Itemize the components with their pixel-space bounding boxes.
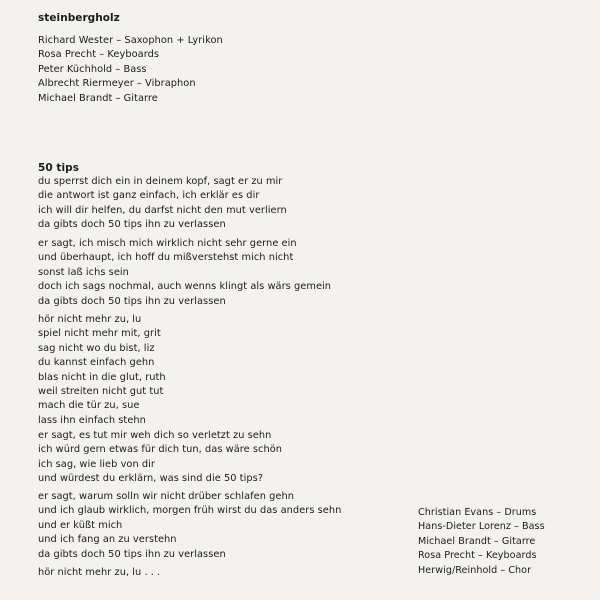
lyric-line: blas nicht in die glut, ruth — [38, 371, 166, 383]
lyric-line: mach die tür zu, sue — [38, 400, 140, 412]
credit-line: Michael Brandt – Gitarre — [418, 535, 536, 547]
lyric-line: und ich glaub wirklich, morgen früh wirst du das anders sehn — [38, 505, 342, 517]
lyric-line: spiel nicht mehr mit, grit — [38, 328, 161, 340]
lyric-line: lass ihn einfach stehn — [38, 414, 146, 426]
lyric-line: du kannst einfach gehn — [38, 357, 155, 369]
lyric-line: da gibts doch 50 tips ihn zu verlassen — [38, 548, 226, 560]
lyric-line: sag nicht wo du bist, liz — [38, 342, 155, 354]
credit-line: Herwig/Reinhold – Chor — [418, 564, 532, 576]
lyric-line: die antwort ist ganz einfach, ich erklär es dir — [38, 190, 260, 202]
band-member: Michael Brandt – Gitarre — [38, 92, 158, 104]
credit-line: Hans-Dieter Lorenz – Bass — [418, 521, 545, 533]
lyric-line: da gibts doch 50 tips ihn zu verlassen — [38, 219, 226, 231]
band-title: steinbergholz — [38, 12, 120, 24]
credit-line: Christian Evans – Drums — [418, 507, 537, 518]
song-title: 50 tips — [38, 162, 80, 174]
lyric-line: ich will dir helfen, du darfst nicht den mut verliern — [38, 204, 287, 216]
lyric-line: ich sag, wie lieb von dir — [38, 458, 155, 470]
lyric-line: und er küßt mich — [38, 519, 123, 531]
lyric-line: du sperrst dich ein in deinem kopf, sagt er zu mir — [38, 176, 283, 187]
lyric-line: und ich fang an zu verstehn — [38, 534, 177, 546]
band-member: Albrecht Riermeyer – Vibraphon — [38, 78, 196, 90]
band-member: Peter Küchhold – Bass — [38, 63, 147, 75]
lyric-line: er sagt, es tut mir weh dich so verletzt zu sehn — [38, 430, 272, 441]
lyric-line: sonst laß ichs sein — [38, 266, 129, 278]
lyric-line: er sagt, ich misch mich wirklich nicht sehr gerne ein — [38, 238, 297, 249]
lyric-line: weil streiten nicht gut tut — [38, 386, 164, 398]
lyric-line: ich würd gern etwas für dich tun, das wäre schön — [38, 444, 283, 456]
lyric-line: und überhaupt, ich hoff du mißverstehst mich nicht — [38, 252, 294, 264]
lyric-line: doch ich sags nochmal, auch wenns klingt als wärs gemein — [38, 281, 332, 293]
band-member-list — [38, 34, 223, 106]
band-member: Rosa Precht – Keyboards — [38, 49, 160, 61]
lyrics-stanza-1 — [38, 175, 287, 233]
band-member: Richard Wester – Saxophon + Lyrikon — [38, 35, 223, 46]
credit-line: Rosa Precht – Keyboards — [418, 550, 537, 562]
lyrics-outro: hör nicht mehr zu, lu . . . — [38, 567, 161, 578]
lyric-line: er sagt, warum solln wir nicht drüber schlafen gehn — [38, 491, 294, 502]
lyrics-stanza-3 — [38, 313, 166, 428]
lyrics-stanza-2 — [38, 237, 331, 309]
lyrics-stanza-5 — [38, 490, 341, 562]
lyric-line: und würdest du erklärn, was sind die 50 tips? — [38, 473, 264, 485]
lyric-line: hör nicht mehr zu, lu — [38, 314, 142, 325]
lyrics-stanza-4 — [38, 429, 282, 487]
lyric-line: da gibts doch 50 tips ihn zu verlassen — [38, 295, 226, 307]
session-credits — [418, 506, 545, 578]
